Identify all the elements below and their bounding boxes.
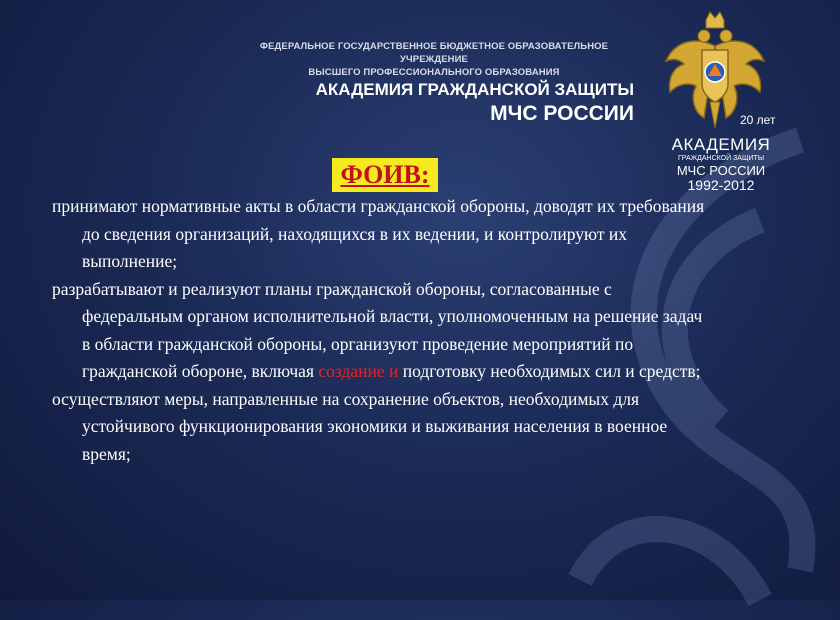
slide-title: ФОИВ: [332,158,438,192]
emblem-caption-ministry: МЧС РОССИИ [676,163,766,178]
academy-title-line-1: АКАДЕМИЯ ГРАЖДАНСКОЙ ЗАЩИТЫ [315,80,634,99]
paragraph-civil-defense-plans [52,276,712,386]
highlighted-text: создание и [318,361,399,381]
emergency-ministry-emblem-icon [660,6,776,136]
emblem-caption-years: 1992-2012 [687,177,755,193]
academy-title [300,78,634,126]
academy-title-line-2: МЧС РОССИИ [490,102,634,125]
paragraph-civil-defense-plans-text-2: подготовку необходимых сил и средств; [398,361,701,381]
institution-line-1: ФЕДЕРАЛЬНОЕ ГОСУДАРСТВЕННОЕ БЮДЖЕТНОЕ ОБРАЗОВАТЕЛЬНОЕ УЧРЕЖДЕНИЕ [259,41,609,65]
institution-line-2: ВЫСШЕГО ПРОФЕССИОНАЛЬНОГО ОБРАЗОВАНИЯ [308,67,560,78]
emblem-caption [662,136,780,193]
paragraph-normative-acts: принимают нормативные акты в области гражданской обороны, доводят их требования до сведения организаций, находящихся в их ведении, и контролируют их выполнение; [52,196,705,271]
paragraph-economy-measures: осуществляют меры, направленные на сохранение объектов, необходимых для устойчивого функционирования экономики и выживания населения в военное время; [52,388,668,464]
emblem-caption-academy: АКАДЕМИЯ [671,135,771,154]
paragraph-civil-defense-plans-text-1: разрабатывают и реализуют планы гражданской обороны, согласованные с федеральным органом исполнительной власти, уполномоченным на решение задач в области гражданской обороны, организуют проведение мероприятий по гражданской обороне, включая [52,278,703,381]
emblem-caption-civil-defense: ГРАЖДАНСКОЙ ЗАЩИТЫ [677,155,765,162]
slide-body [52,193,712,468]
institution-name [234,40,634,79]
anniversary-label: 20 лет [740,113,776,127]
